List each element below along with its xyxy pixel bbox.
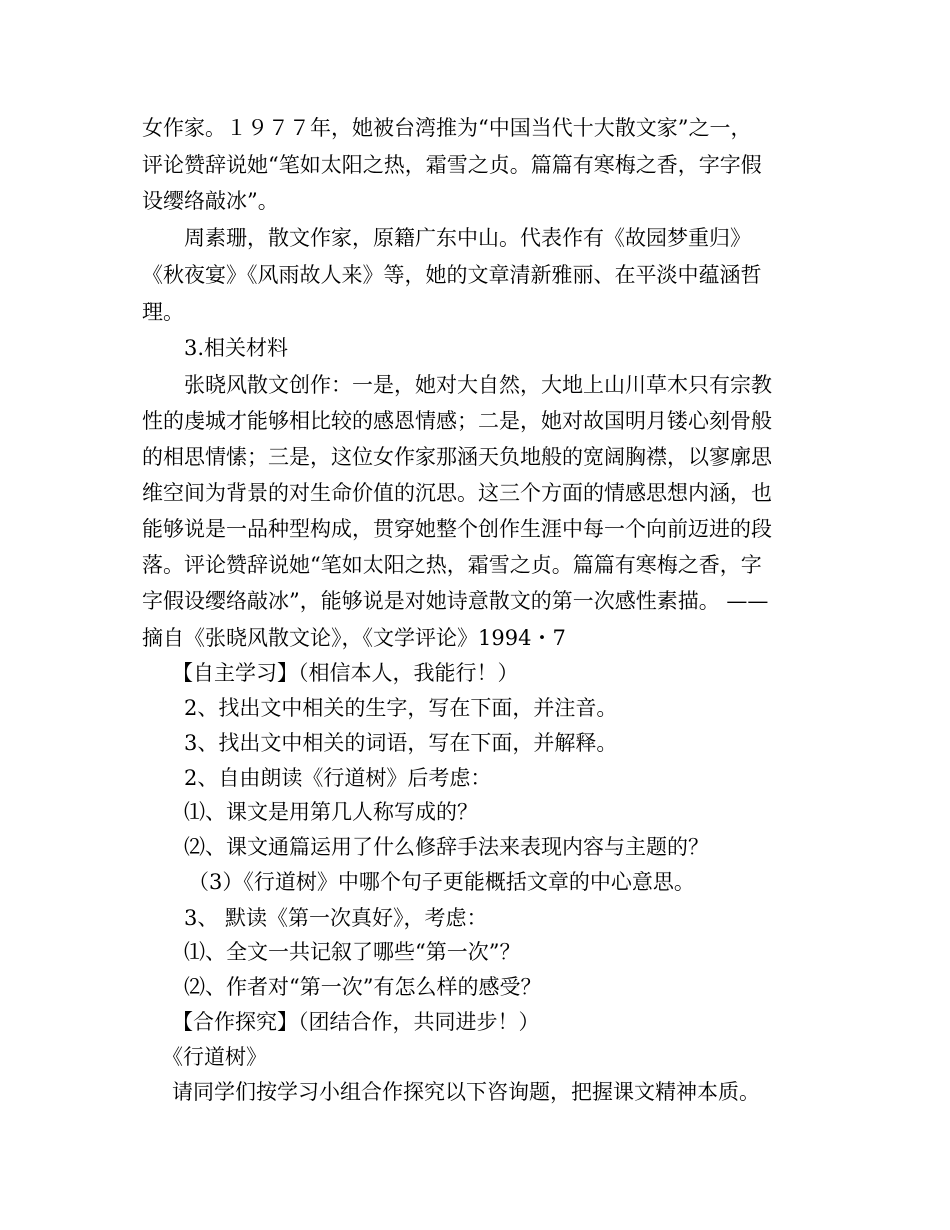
text-line: 周素珊，散文作家，原籍广东中山。代表作有《故园梦重归》 xyxy=(184,226,751,250)
text-line: 女作家。１９７７年，她被台湾推为“中国当代十大散文家”之一， xyxy=(142,116,752,140)
list-item: 3、 默读《第一次真好》，考虑： xyxy=(184,906,488,930)
section-heading: 【自主学习】（相信本人，我能行！） xyxy=(172,661,519,685)
list-item: ⑵、课文通篇运用了什么修辞手法来表现内容与主题的？ xyxy=(184,835,709,859)
list-item: ⑴、全文一共记叙了哪些“第一次”？ xyxy=(184,940,521,964)
list-item: （3）《行道树》中哪个句子更能概括文章的中心意思。 xyxy=(188,870,695,894)
text-line: 性的虔城才能够相比较的感恩情感；二是，她对故国明月镂心刻骨般 xyxy=(142,409,772,433)
text-line: 评论赞辞说她“笔如太阳之热，霜雪之贞。篇篇有寒梅之香，字字假 xyxy=(142,153,762,177)
text-line: 张晓风散文创作：一是，她对大自然，大地上山川草木只有宗教 xyxy=(184,373,772,397)
text-line: 《秋夜宴》《风雨故人来》等，她的文章清新雅丽、在平淡中蕴涵哲 xyxy=(142,263,762,287)
text-line: 请同学们按学习小组合作探究以下咨询题，把握课文精神本质。 xyxy=(172,1080,760,1104)
text-line: 落。评论赞辞说她“笔如太阳之热，霜雪之贞。篇篇有寒梅之香，字 xyxy=(142,553,762,577)
text-line: 的相思情愫；三是，这位女作家那涵天负地般的宽阔胸襟，以寥廓思 xyxy=(142,445,772,469)
list-item: 2、自由朗读《行道树》后考虑： xyxy=(184,766,492,790)
citation-line: 摘自《张晓风散文论》，《文学评论》1994・7 xyxy=(142,626,566,650)
text-line: 设缨络敲冰”。 xyxy=(142,189,279,213)
subheading: 《行道树》 xyxy=(162,1045,267,1069)
section-heading: 3.相关材料 xyxy=(184,336,289,360)
text-line: 维空间为背景的对生命价值的沉思。这三个方面的情感思想内涵，也 xyxy=(142,481,772,505)
list-item: 2、找出文中相关的生字，写在下面，并注音。 xyxy=(184,696,618,720)
list-item: ⑵、作者对“第一次”有怎么样的感受？ xyxy=(184,975,542,999)
list-item: ⑴、课文是用第几人称写成的？ xyxy=(184,800,478,824)
section-heading: 【合作探究】（团结合作，共同进步！） xyxy=(172,1010,540,1034)
text-line: 字假设缨络敲冰”，能够说是对她诗意散文的第一次感性素描。 —— xyxy=(142,589,769,613)
text-line: 能够说是一品种型构成，贯穿她整个创作生涯中每一个向前迈进的段 xyxy=(142,517,772,541)
list-item: 3、找出文中相关的词语，写在下面，并解释。 xyxy=(184,731,618,755)
text-line: 理。 xyxy=(142,300,184,324)
